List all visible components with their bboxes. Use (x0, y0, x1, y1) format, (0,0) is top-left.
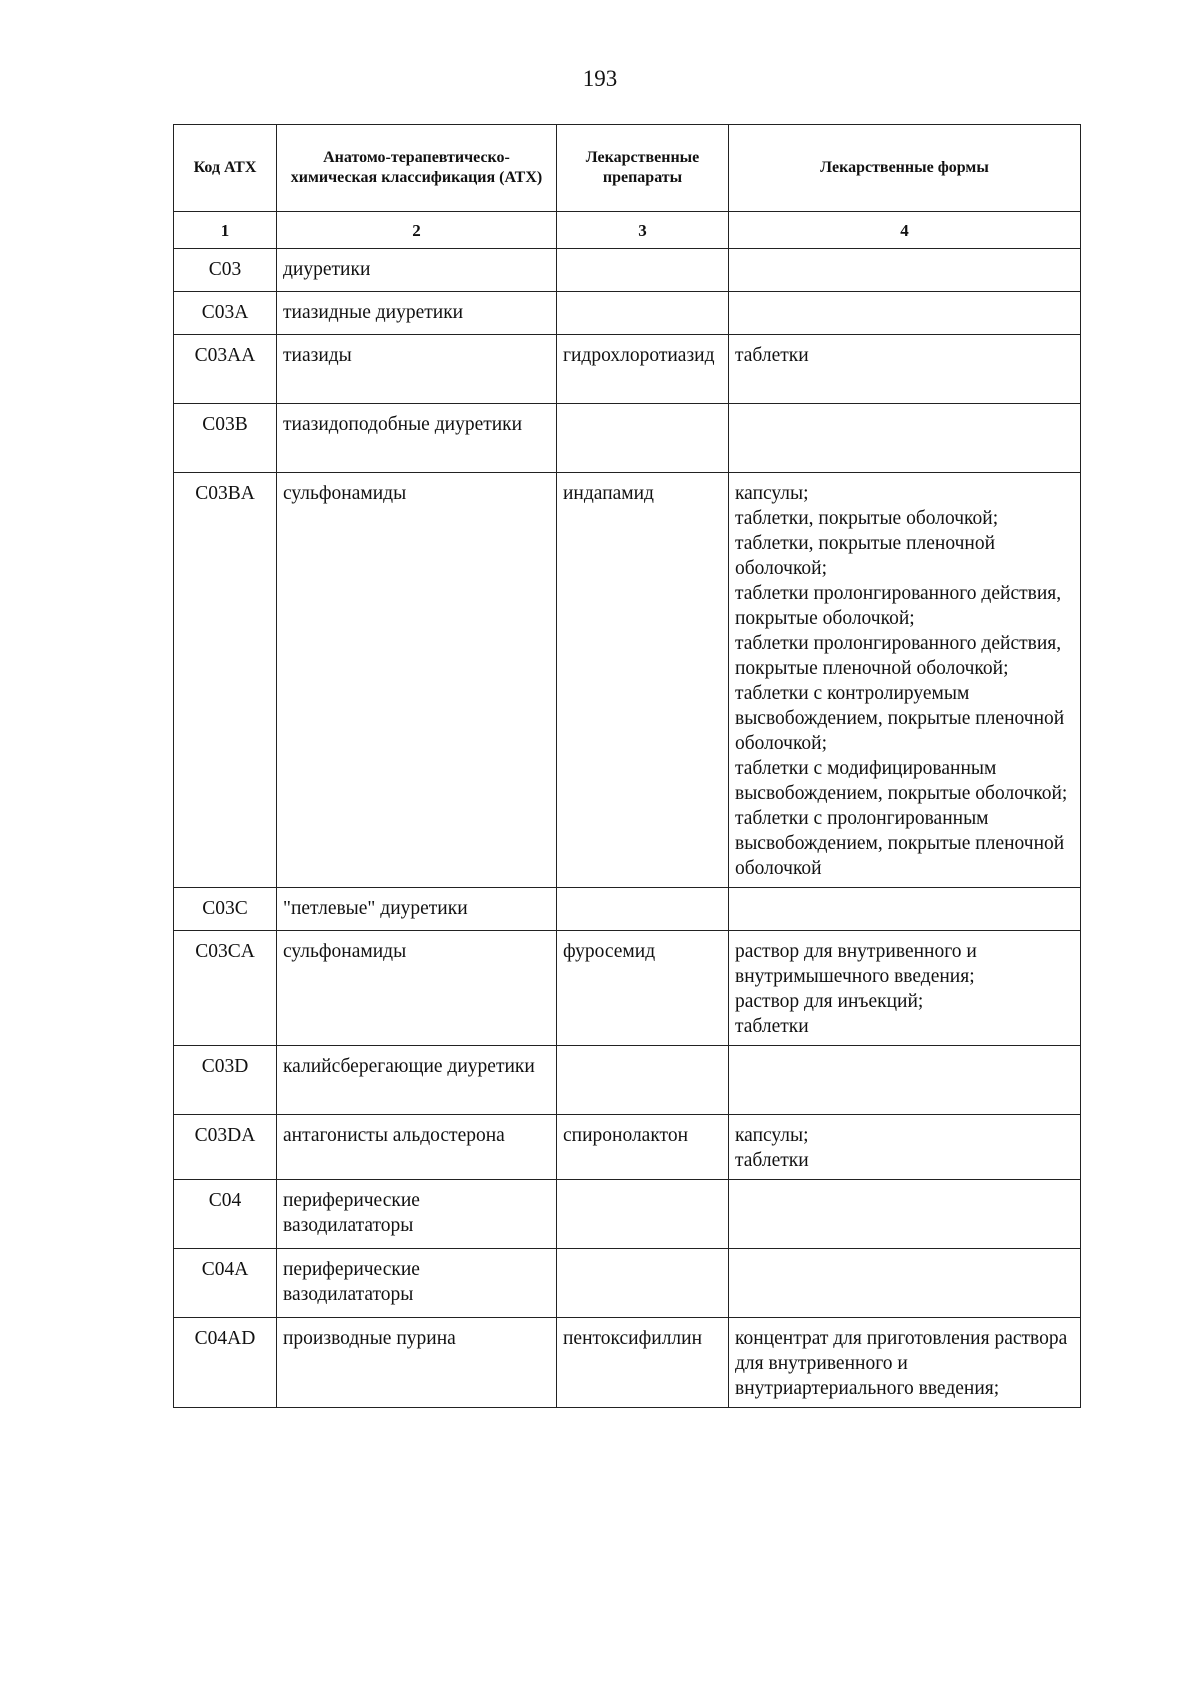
table-row (174, 404, 1081, 473)
classification-cell: диуретики (277, 249, 557, 292)
atx-code-cell: C03C (174, 888, 277, 931)
dosage-forms-cell (729, 931, 1081, 1046)
drug-cell: индапамид (557, 473, 729, 888)
dosage-form-item: таблетки, покрытые пленочной оболочкой; (735, 533, 996, 579)
drug-cell (557, 249, 729, 292)
dosage-forms-cell (729, 404, 1081, 473)
table-row (174, 473, 1081, 888)
dosage-form-item: таблетки (735, 345, 809, 366)
classification-cell: антагонисты альдостерона (277, 1115, 557, 1180)
table-row (174, 292, 1081, 335)
classification-cell: производные пурина (277, 1318, 557, 1408)
classification-cell: периферические вазодилататоры (277, 1249, 557, 1318)
atx-code-cell: C03BA (174, 473, 277, 888)
dosage-form-item: капсулы; (735, 483, 809, 504)
atx-code-cell: C03D (174, 1046, 277, 1115)
dosage-forms-cell (729, 473, 1081, 888)
table-row (174, 1046, 1081, 1115)
table-row (174, 1180, 1081, 1249)
drug-cell (557, 1046, 729, 1115)
page-number: 193 (582, 66, 618, 91)
dosage-form-item: таблетки с модифицированным высвобождением, покрытые оболочкой; (735, 758, 1068, 804)
drug-cell: гидрохлоротиазид (557, 335, 729, 404)
atx-code-cell: C03AA (174, 335, 277, 404)
column-number: 3 (557, 212, 729, 249)
dosage-form-item: капсулы; (735, 1125, 809, 1146)
dosage-form-item: концентрат для приготовления раствора для внутривенного и внутриартериального введения; (735, 1328, 1068, 1399)
dosage-forms-cell (729, 335, 1081, 404)
table-row (174, 1115, 1081, 1180)
dosage-form-item: таблетки (735, 1150, 809, 1171)
header-dosage-forms: Лекарственные формы (729, 125, 1081, 212)
header-atx-code: Код АТХ (174, 125, 277, 212)
table-row (174, 249, 1081, 292)
dosage-forms-cell (729, 888, 1081, 931)
atx-code-cell: C03CA (174, 931, 277, 1046)
header-classification: Анатомо-терапевтическо-химическая классификация (АТХ) (277, 125, 557, 212)
dosage-form-item: таблетки (735, 1016, 809, 1037)
dosage-forms-cell (729, 1180, 1081, 1249)
dosage-forms-cell (729, 1115, 1081, 1180)
atx-code-cell: C03DA (174, 1115, 277, 1180)
dosage-form-item: раствор для внутривенного и внутримышечного введения; (735, 941, 977, 987)
dosage-forms-cell (729, 1046, 1081, 1115)
table-row (174, 1318, 1081, 1408)
classification-cell: тиазидоподобные диуретики (277, 404, 557, 473)
dosage-form-item: таблетки пролонгированного действия, покрытые пленочной оболочкой; (735, 633, 1062, 679)
dosage-form-item: таблетки, покрытые оболочкой; (735, 508, 999, 529)
dosage-forms-cell (729, 292, 1081, 335)
header-drugs: Лекарственные препараты (557, 125, 729, 212)
atx-table (173, 124, 1081, 1408)
drug-cell (557, 404, 729, 473)
atx-code-cell: C03A (174, 292, 277, 335)
atx-code-cell: C03 (174, 249, 277, 292)
table-row (174, 335, 1081, 404)
dosage-form-item: раствор для инъекций; (735, 991, 924, 1012)
column-number-row (174, 212, 1081, 249)
drug-cell (557, 1180, 729, 1249)
dosage-forms-cell (729, 1249, 1081, 1318)
atx-code-cell: C04AD (174, 1318, 277, 1408)
classification-cell: тиазиды (277, 335, 557, 404)
column-number: 2 (277, 212, 557, 249)
table-row (174, 1249, 1081, 1318)
classification-cell: периферические вазодилататоры (277, 1180, 557, 1249)
dosage-form-item: таблетки пролонгированного действия, покрытые оболочкой; (735, 583, 1062, 629)
classification-cell: тиазидные диуретики (277, 292, 557, 335)
classification-cell: калийсберегающие диуретики (277, 1046, 557, 1115)
dosage-forms-cell (729, 249, 1081, 292)
drug-cell: фуросемид (557, 931, 729, 1046)
table-body (174, 212, 1081, 1408)
atx-code-cell: C04A (174, 1249, 277, 1318)
classification-cell: "петлевые" диуретики (277, 888, 557, 931)
drug-cell (557, 888, 729, 931)
table-header-row (174, 125, 1081, 212)
classification-cell: сульфонамиды (277, 473, 557, 888)
classification-cell: сульфонамиды (277, 931, 557, 1046)
table-row (174, 931, 1081, 1046)
drug-cell: спиронолактон (557, 1115, 729, 1180)
dosage-form-item: таблетки с пролонгированным высвобождением, покрытые пленочной оболочкой (735, 808, 1065, 879)
atx-code-cell: C04 (174, 1180, 277, 1249)
table-row (174, 888, 1081, 931)
dosage-forms-cell (729, 1318, 1081, 1408)
atx-code-cell: C03B (174, 404, 277, 473)
column-number: 1 (174, 212, 277, 249)
column-number: 4 (729, 212, 1081, 249)
drug-cell (557, 1249, 729, 1318)
drug-cell (557, 292, 729, 335)
drug-cell: пентоксифиллин (557, 1318, 729, 1408)
dosage-form-item: таблетки с контролируемым высвобождением, покрытые пленочной оболочкой; (735, 683, 1065, 754)
